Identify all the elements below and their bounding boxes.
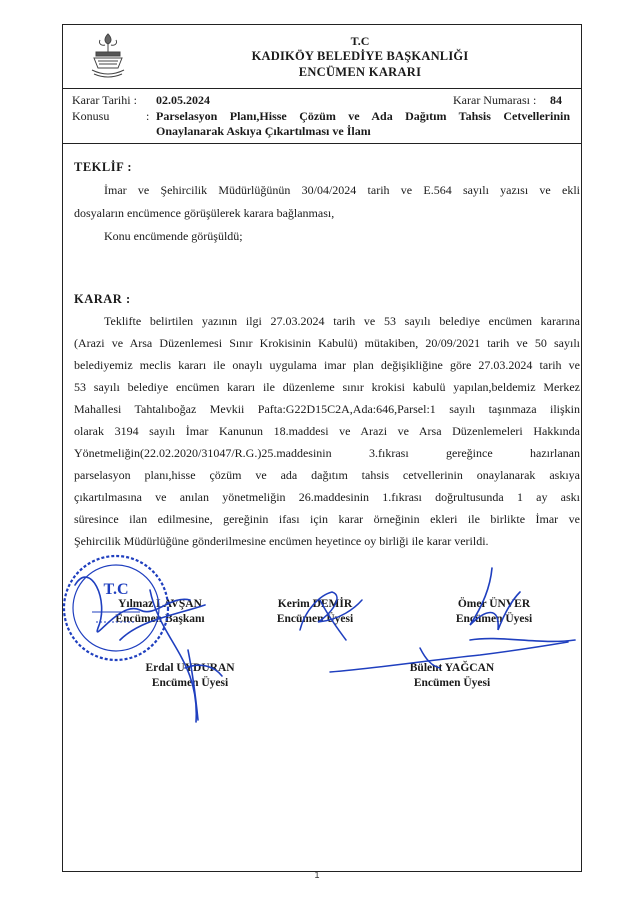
- karar-line: Şehircilik Müdürlüğüne gönderilmesine encümen heyetince oy birliği ile karar verildi.: [74, 534, 489, 548]
- signatory-title: Encümen Üyesi: [151, 677, 229, 689]
- teklif-heading: TEKLİF :: [74, 160, 133, 174]
- signatory-name: Yılmaz LAVŞAN: [118, 598, 202, 610]
- signatory-title: Encümen Üyesi: [276, 613, 354, 625]
- signatory-name: Erdal UYDURAN: [145, 662, 235, 674]
- signatory-title: Encümen Üyesi: [413, 677, 491, 689]
- karar-line: Teklifte belirtilen yazının ilgi 27.03.2024 tarih ve 53 sayılı belediye encümen kararına: [104, 314, 580, 328]
- page-number: 1: [314, 870, 320, 880]
- header-tc: T.C: [350, 34, 370, 48]
- konusu-line-2: Onaylanarak Askıya Çıkartılması ve İlanı: [156, 124, 371, 138]
- signatory-name: Bülent YAĞCAN: [409, 662, 495, 674]
- karar-numarasi-value: 84: [550, 93, 562, 107]
- signatory-title: Encümen Başkanı: [115, 613, 205, 625]
- teklif-line: İmar ve Şehircilik Müdürlüğünün 30/04/2024 tarih ve E.564 sayılı yazısı ve ekli: [104, 183, 580, 197]
- karar-line: Mahallesi Tahtalıboğaz Mevkii Pafta:G22D15C2A,Ada:646,Parsel:1 sayılı taşınmaza ilişkin: [74, 402, 580, 416]
- karar-line: çıkartılmasına ve anılan yönetmeliğin 26.maddesinin 1.fıkrası doğrultusunda 1 ay askı: [74, 490, 580, 504]
- karar-line: (Arazi ve Arsa Düzenlemesi Sınır Krokisinin Kabulü) mütakiben, 20/09/2021 tarih ve 50 sayılı: [74, 336, 580, 350]
- karar-line: Yönetmeliğin(22.02.2020/31047/R.G.)25.maddesinin 3.fıkrası gereğince hazırlanan: [74, 446, 580, 460]
- header-divider: [62, 88, 582, 89]
- karar-line: belediyemiz meclis kararı ile onaylı uygulama imar plan değişikliğine göre 27.03.2024 tarih ve: [74, 358, 580, 372]
- teklif-line: Konu encümende görüşüldü;: [104, 229, 243, 243]
- meta-divider: [62, 143, 582, 144]
- karar-line: 53 sayılı belediye encümen kararı ile düzenleme sınır krokisi kabulü yapılan,beldemiz Merkez: [74, 380, 580, 394]
- konusu-line-1: Parselasyon Planı,Hisse Çözüm ve Ada Dağıtım Tahsis Cetvellerinin: [156, 109, 570, 123]
- karar-line: parselasyon planı,hisse çözüm ve ada dağıtım tahsis cetvellerinin onaylanarak askıya: [74, 468, 580, 482]
- municipality-emblem-icon: [88, 30, 128, 82]
- header-municipality: KADIKÖY BELEDİYE BAŞKANLIĞI: [251, 49, 469, 63]
- karar-line: süresince ilan edilmesine, gereğinin ifası için karar örneğinin ekleri ile birlikte İmar ve: [74, 512, 580, 526]
- header-document-type: ENCÜMEN KARARI: [298, 65, 422, 79]
- signatory-name: Kerim DEMİR: [277, 598, 353, 610]
- svg-text:T.C: T.C: [103, 581, 129, 598]
- signatory-title: Encümen Üyesi: [455, 613, 533, 625]
- konusu-colon: :: [146, 109, 150, 123]
- karar-tarihi-value: 02.05.2024: [156, 93, 210, 107]
- karar-heading: KARAR :: [74, 292, 131, 306]
- karar-numarasi-label: Karar Numarası :: [453, 93, 537, 107]
- teklif-line: dosyaların encümence görüşülerek karara bağlanması,: [74, 206, 335, 220]
- signatory-name: Ömer ÜNVER: [457, 598, 531, 610]
- karar-tarihi-label: Karar Tarihi :: [72, 93, 137, 107]
- konusu-label: Konusu: [72, 109, 110, 123]
- karar-line: olarak 3194 sayılı İmar Kanunun 18.maddesi ve Arazi ve Arsa Düzenlemeleri Hakkında: [74, 424, 580, 438]
